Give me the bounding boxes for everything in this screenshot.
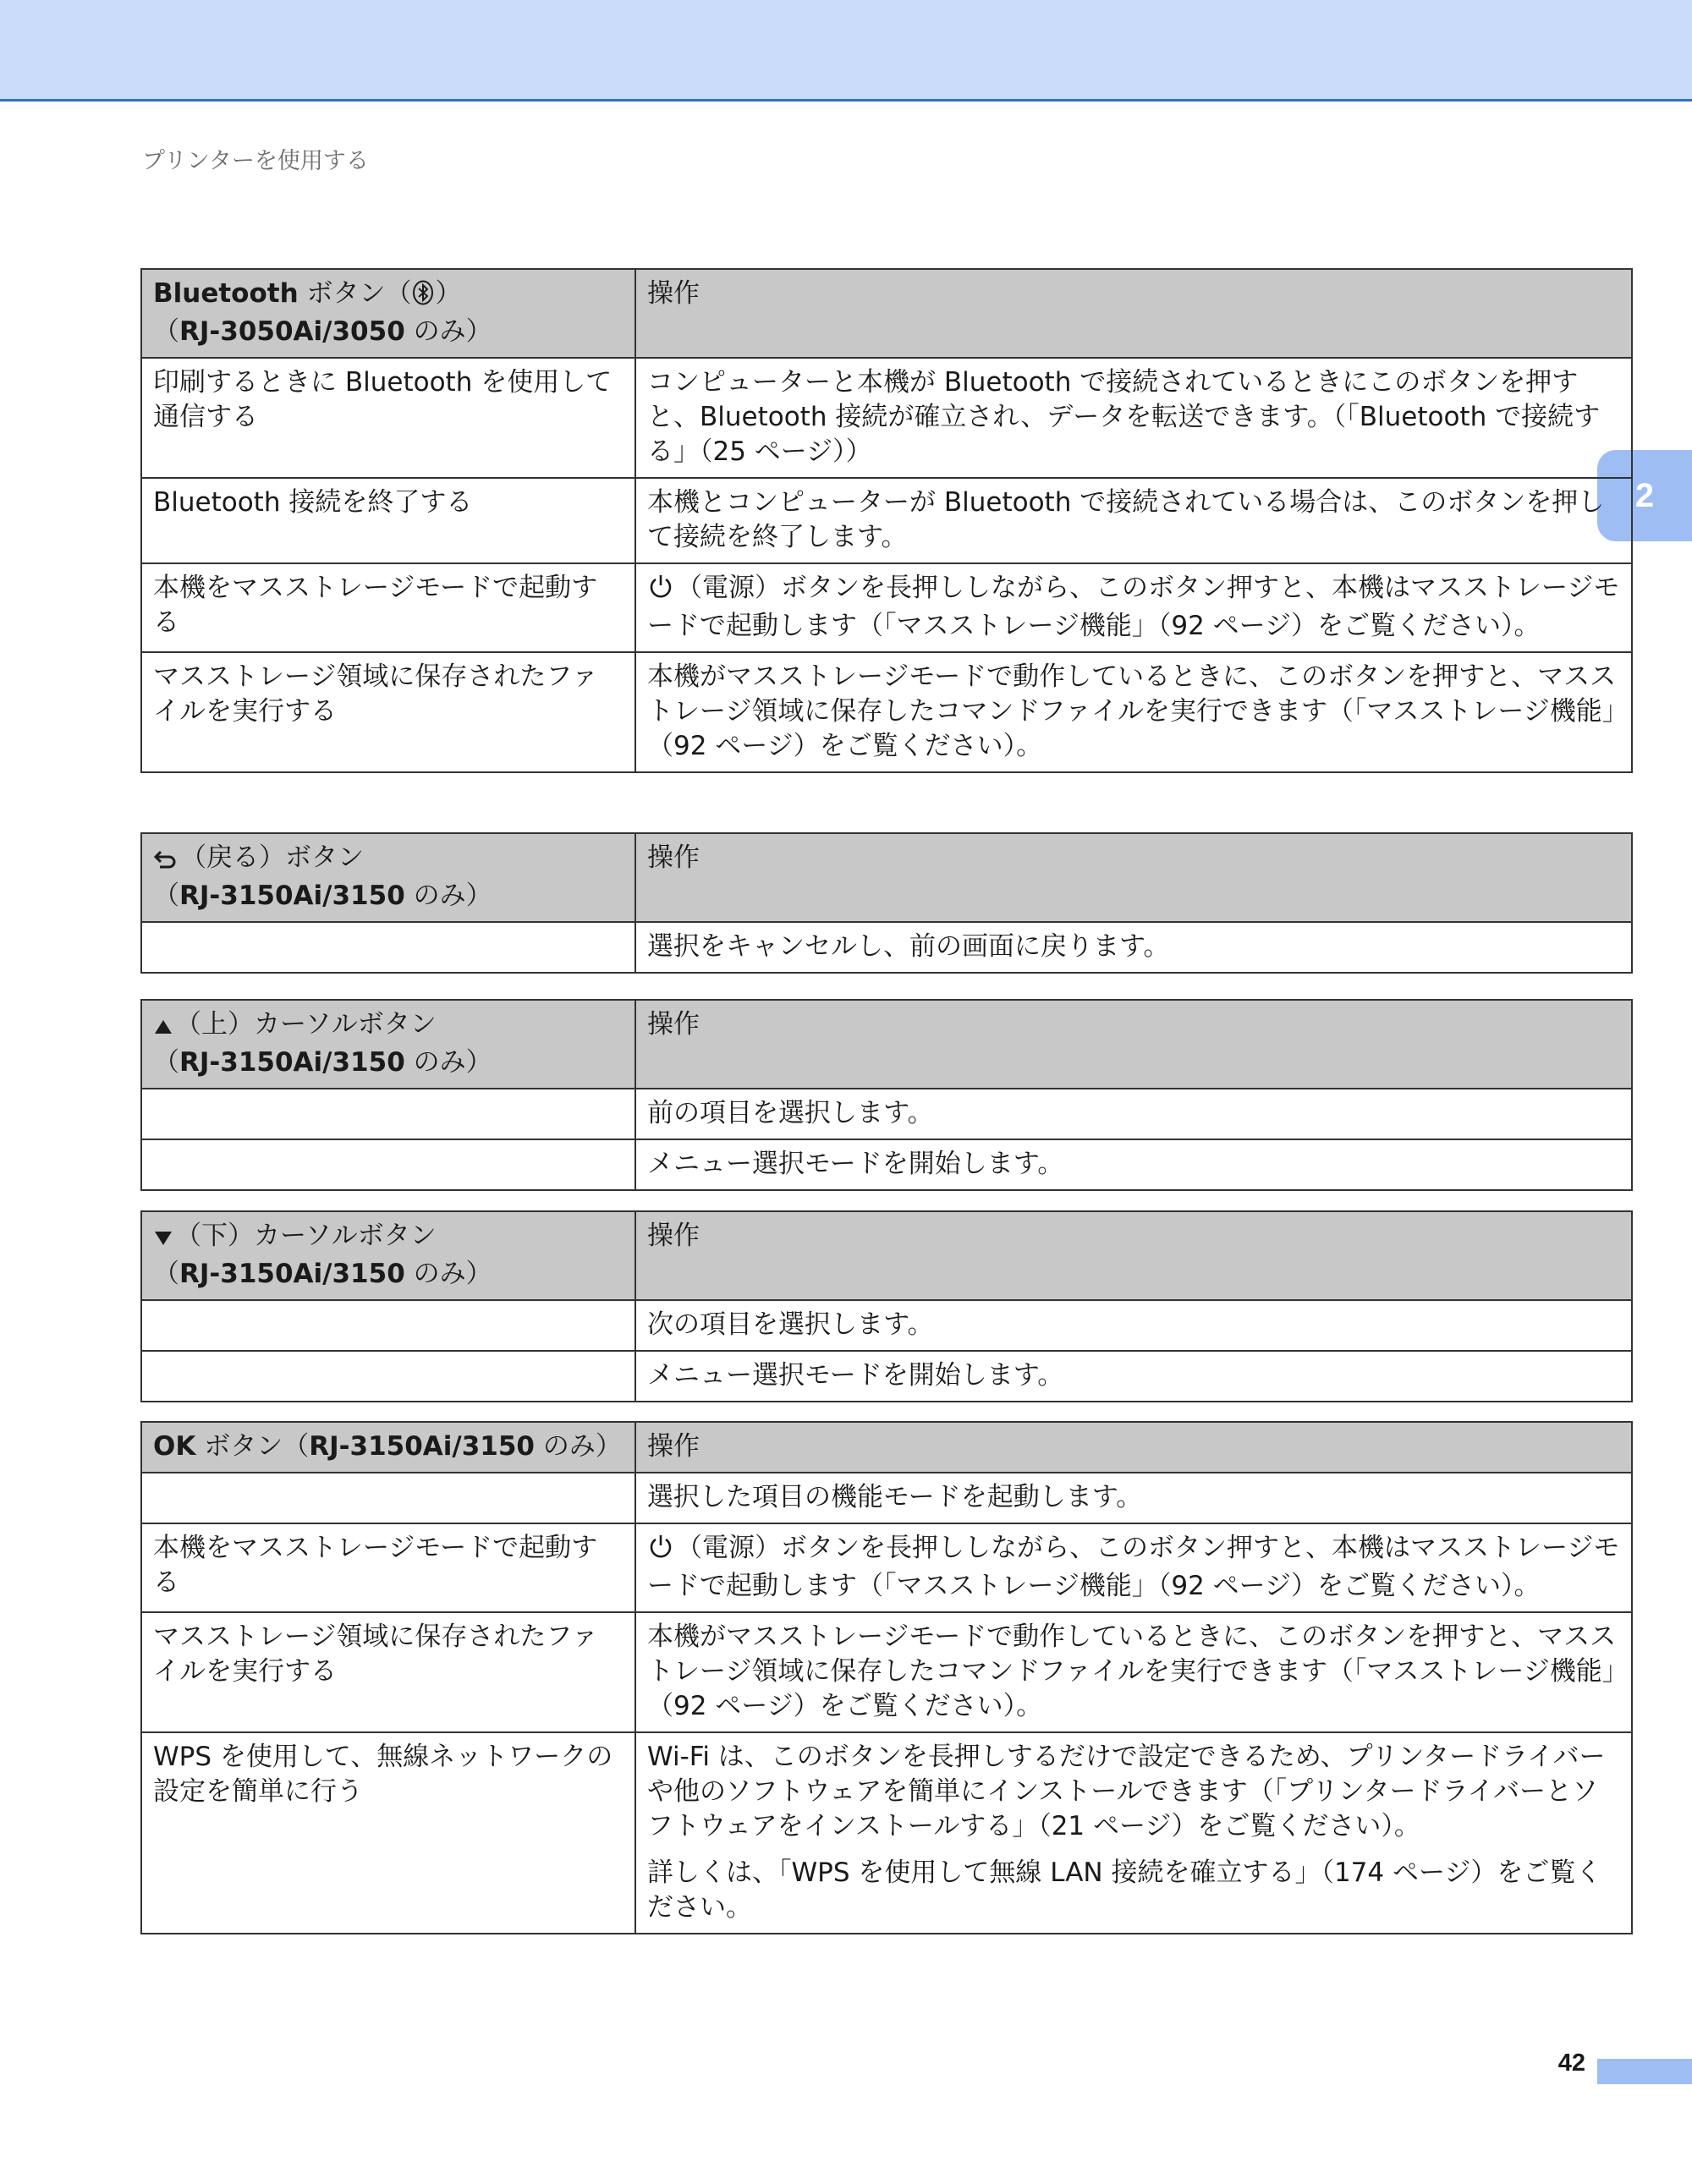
header-model-rest: のみ）: [535, 1431, 622, 1462]
header-model-bold: RJ-3150Ai/3150: [179, 1259, 405, 1289]
row-operation: メニュー選択モードを開始します。: [635, 1351, 1632, 1402]
header-model-rest: のみ）: [404, 1047, 492, 1078]
row-operation: 本機とコンピューターが Bluetooth で接続されている場合は、このボタンを押して接続を終了します。: [635, 478, 1632, 563]
bluetooth-icon: [412, 280, 434, 315]
table-row: [141, 1473, 1632, 1523]
row-label: Bluetooth 接続を終了する: [141, 478, 635, 563]
header-button-cell: [141, 833, 635, 922]
header-button-label-close: ）: [435, 278, 462, 309]
header-button-label: （下）カーソルボタン: [175, 1221, 437, 1251]
row-label: WPS を使用して、無線ネットワークの設定を簡単に行う: [141, 1732, 635, 1934]
row-label: [141, 1473, 635, 1523]
header-band: [0, 0, 1692, 102]
table-header-row: [141, 269, 1632, 358]
back-arrow-icon: [153, 844, 179, 879]
row-label: 印刷するときに Bluetooth を使用して通信する: [141, 358, 635, 478]
row-label: [141, 1351, 635, 1402]
down-cursor-button-table: [140, 1210, 1633, 1402]
header-model-rest: のみ）: [404, 881, 492, 911]
row-operation: 次の項目を選択します。: [635, 1300, 1632, 1351]
table-header-row: [141, 833, 1632, 922]
down-triangle-icon: [153, 1222, 173, 1257]
header-button-label: （戻る）ボタン: [180, 842, 364, 873]
header-operation-cell: 操作: [635, 833, 1632, 922]
row-operation: 本機がマスストレージモードで動作しているときに、このボタンを押すと、マスストレージ領域に保存したコマンドファイルを実行できます（「マスストレージ機能」（92 ページ）をご覧ください）。: [635, 652, 1632, 772]
table-row: [141, 1139, 1632, 1190]
header-operation-cell: 操作: [635, 269, 1632, 358]
row-operation: （電源）ボタンを長押ししながら、このボタン押すと、本機はマスストレージモードで起動します（「マスストレージ機能」（92 ページ）をご覧ください）。: [647, 573, 1620, 641]
row-operation-cell: [635, 563, 1632, 652]
ok-button-table: [140, 1421, 1633, 1934]
up-cursor-button-table: [140, 999, 1633, 1191]
row-operation: 本機がマスストレージモードで動作しているときに、このボタンを押すと、マスストレージ領域に保存したコマンドファイルを実行できます（「マスストレージ機能」（92 ページ）をご覧ください）。: [635, 1612, 1632, 1732]
row-operation: Wi-Fi は、このボタンを長押しするだけで設定できるため、プリンタードライバーや他のソフトウェアを簡単にインストールできます（「プリンタードライバーとソフトウェアをインストールする」（21 ページ）をご覧ください）。: [647, 1742, 1606, 1841]
row-operation: メニュー選択モードを開始します。: [635, 1139, 1632, 1190]
table-row: [141, 1612, 1632, 1732]
power-icon: [647, 573, 674, 609]
header-model-rest: のみ）: [404, 316, 492, 347]
header-button-label: ボタン（: [195, 1431, 310, 1462]
table-row: [141, 922, 1632, 973]
row-label: 本機をマスストレージモードで起動する: [141, 1523, 635, 1612]
table-row: [141, 1523, 1632, 1612]
table-header-row: [141, 1211, 1632, 1300]
row-operation: 選択をキャンセルし、前の画面に戻ります。: [635, 922, 1632, 973]
header-button-cell: [141, 1211, 635, 1300]
table-row: [141, 478, 1632, 563]
header-operation-cell: 操作: [635, 1422, 1632, 1473]
table-row: [141, 563, 1632, 652]
row-label: 本機をマスストレージモードで起動する: [141, 563, 635, 652]
row-operation: コンピューターと本機が Bluetooth で接続されているときにこのボタンを押すと、Bluetooth 接続が確立され、データを転送できます。（「Bluetooth で接続する」（25 ページ））: [635, 358, 1632, 478]
table-row: [141, 652, 1632, 772]
table-row: [141, 1089, 1632, 1139]
header-button-label: ボタン（: [298, 278, 412, 309]
up-triangle-icon: [153, 1011, 173, 1045]
header-model-bold: RJ-3150Ai/3150: [179, 1047, 405, 1078]
row-operation-cell: [635, 1732, 1632, 1934]
row-label: [141, 922, 635, 973]
row-operation: 前の項目を選択します。: [635, 1089, 1632, 1139]
chapter-tab[interactable]: 2: [1597, 450, 1692, 541]
page-number: 42: [1557, 2050, 1585, 2077]
row-operation-cell: [635, 1523, 1632, 1612]
header-button-label-bold: Bluetooth: [153, 278, 299, 309]
table-row: [141, 1732, 1632, 1934]
header-button-cell: [141, 1422, 635, 1473]
header-model-open: （: [153, 881, 179, 911]
row-label: [141, 1300, 635, 1351]
power-icon: [647, 1533, 674, 1569]
header-model-rest: のみ）: [404, 1259, 492, 1289]
row-label: マスストレージ領域に保存されたファイルを実行する: [141, 1612, 635, 1732]
row-label: マスストレージ領域に保存されたファイルを実行する: [141, 652, 635, 772]
header-model-open: （: [153, 1047, 179, 1078]
header-button-label-bold: OK: [153, 1431, 196, 1462]
row-label: [141, 1139, 635, 1190]
header-model-bold: RJ-3150Ai/3150: [179, 881, 405, 911]
header-button-cell: [141, 1000, 635, 1089]
back-button-table: [140, 832, 1633, 974]
header-model-open: （: [153, 1259, 179, 1289]
row-operation: （電源）ボタンを長押ししながら、このボタン押すと、本機はマスストレージモードで起動します（「マスストレージ機能」（92 ページ）をご覧ください）。: [647, 1533, 1620, 1601]
table-header-row: [141, 1422, 1632, 1473]
row-operation-note: 詳しくは、「WPS を使用して無線 LAN 接続を確立する」（174 ページ）をご覧ください。: [647, 1857, 1602, 1923]
table-header-row: [141, 1000, 1632, 1089]
running-head: プリンターを使用する: [142, 148, 369, 174]
header-button-cell: [141, 269, 635, 358]
row-operation: 選択した項目の機能モードを起動します。: [635, 1473, 1632, 1523]
table-row: [141, 1351, 1632, 1402]
header-button-label: （上）カーソルボタン: [175, 1009, 437, 1040]
table-row: [141, 1300, 1632, 1351]
page-number-tab: [1597, 2059, 1692, 2084]
header-model-bold: RJ-3150Ai/3150: [309, 1431, 536, 1462]
header-operation-cell: 操作: [635, 1211, 1632, 1300]
table-row: [141, 358, 1632, 478]
header-model-open: （: [153, 316, 179, 347]
header-model-bold: RJ-3050Ai/3050: [179, 316, 405, 347]
bluetooth-button-table: [140, 268, 1633, 773]
row-label: [141, 1089, 635, 1139]
header-operation-cell: 操作: [635, 1000, 1632, 1089]
